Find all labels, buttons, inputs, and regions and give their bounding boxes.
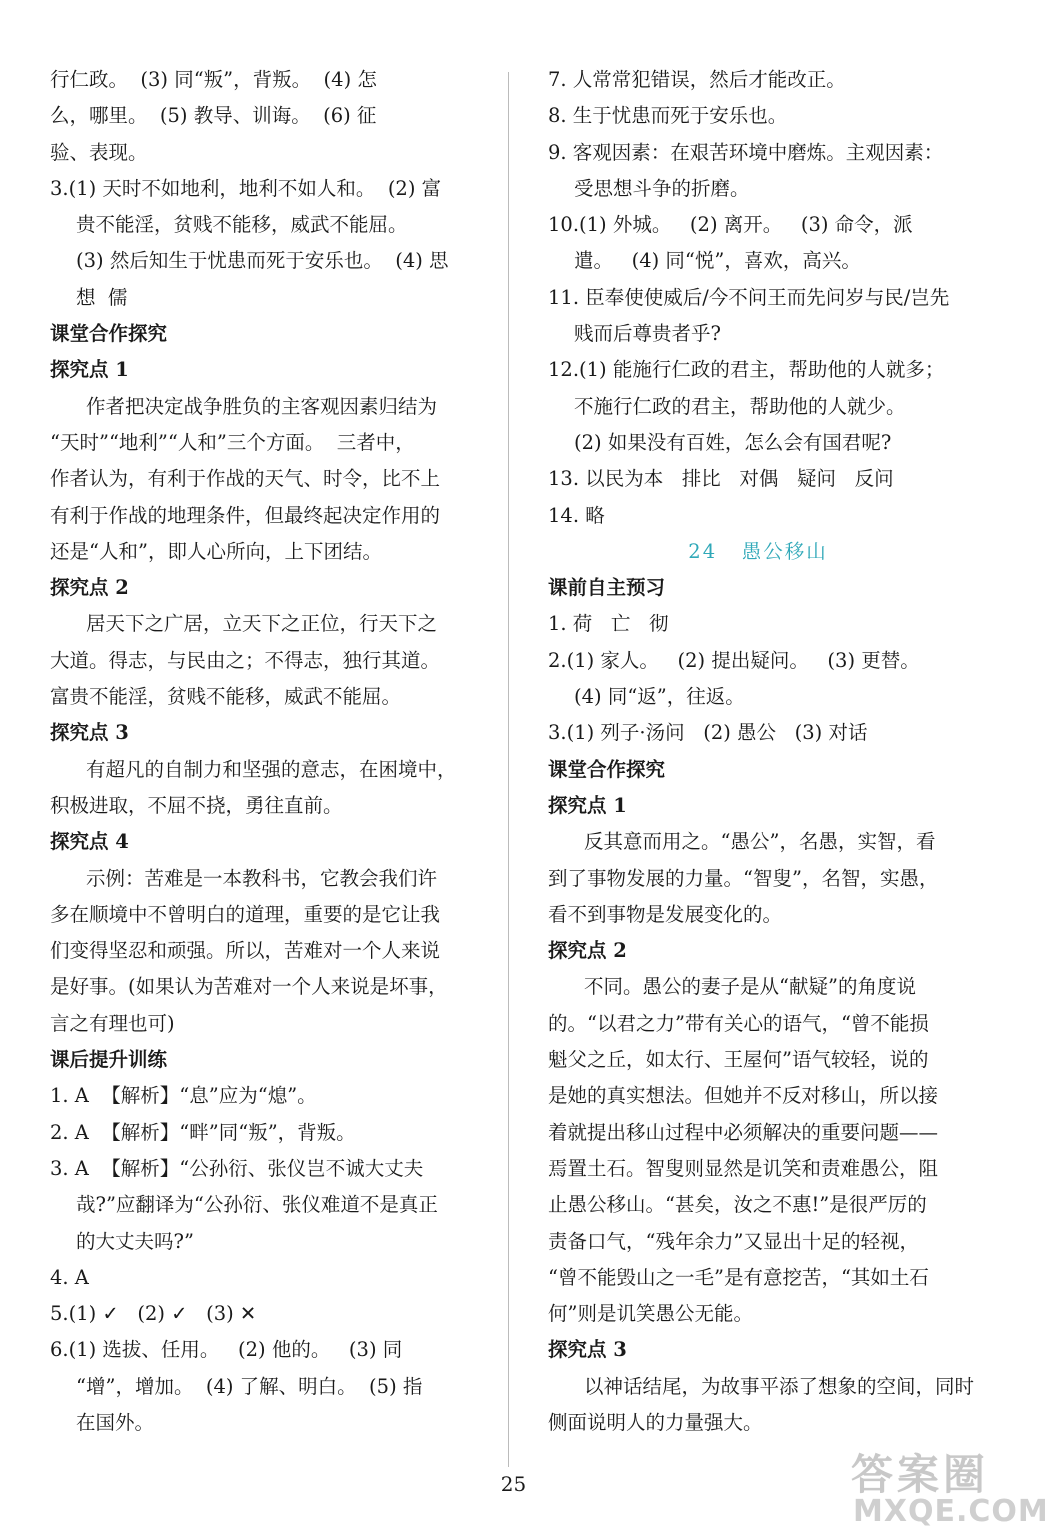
text-line: 有利于作战的地理条件，但最终起决定作用的 — [50, 503, 441, 527]
watermark-text: 答案圈 — [851, 1450, 990, 1499]
text-line: 贵不能淫，贫贱不能移，威武不能屈。 — [76, 213, 408, 237]
text-line: 的大丈夫吗?” — [76, 1229, 194, 1253]
text-line: 富贵不能淫，贫贱不能移，威武不能屈。 — [50, 685, 402, 709]
page-number: 25 — [500, 1472, 527, 1496]
text-line: 多在顺境中不曾明白的道理，重要的是它让我 — [50, 902, 441, 926]
text-line: “增”，增加。 (4) 了解、明白。 (5) 指 — [76, 1374, 423, 1398]
text-line: 13. 以民为本 排比 对偶 疑问 反问 — [548, 467, 894, 491]
text-line: 言之有理也可) — [50, 1011, 175, 1035]
text-line: 的。“以君之力”带有关心的语气，“曾不能损 — [548, 1011, 929, 1035]
text-line: 5.(1) ✓ (2) ✓ (3) ✕ — [50, 1302, 257, 1326]
section-heading: 课后提升训练 — [50, 1048, 168, 1072]
section-heading: 探究点 1 — [50, 358, 129, 382]
text-line: 着就提出移山过程中必须解决的重要问题—— — [548, 1120, 939, 1144]
text-line: 6.(1) 选拔、任用。 (2) 他的。 (3) 同 — [50, 1338, 403, 1362]
watermark-logo — [823, 1442, 1049, 1529]
text-line: 贱而后尊贵者乎? — [574, 322, 721, 346]
text-line: “天时”“地利”“人和”三个方面。 三者中， — [50, 430, 415, 454]
text-line: 以神话结尾，为故事平添了想象的空间，同时 — [584, 1374, 975, 1398]
text-line: 2. A 【解析】“畔”同“叛”，背叛。 — [50, 1120, 356, 1144]
text-line: 侧面说明人的力量强大。 — [548, 1410, 763, 1434]
text-line: 责备口气，“残年余力”又显出十足的轻视， — [548, 1229, 919, 1253]
text-line: 还是“人和”，即人心所向，上下团结。 — [50, 539, 382, 563]
text-line: 大道。得志，与民由之；不得志，独行其道。 — [50, 648, 441, 672]
text-line: (2) 如果没有百姓，怎么会有国君呢? — [574, 430, 892, 454]
text-line: 居天下之广居，立天下之正位，行天下之 — [86, 612, 438, 636]
text-line: 想 儒 — [76, 285, 128, 309]
text-line: 何”则是讥笑愚公无能。 — [548, 1302, 753, 1326]
left-column — [50, 62, 470, 1441]
text-line: 9. 客观因素：在艰苦环境中磨炼。主观因素： — [548, 140, 944, 164]
text-line: 14. 略 — [548, 503, 605, 527]
section-heading: 探究点 2 — [548, 939, 627, 963]
text-line: 1. A 【解析】“息”应为“熄”。 — [50, 1084, 317, 1108]
section-heading: 探究点 2 — [50, 576, 129, 600]
section-heading: 探究点 1 — [548, 793, 627, 817]
text-line: 积极进取，不屈不挠，勇往直前。 — [50, 793, 343, 817]
text-line: 3.(1) 列子·汤问 (2) 愚公 (3) 对话 — [548, 721, 868, 745]
text-line: 7. 人常常犯错误，然后才能改正。 — [548, 68, 846, 91]
text-line: 3.(1) 天时不如地利，地利不如人和。 (2) 富 — [50, 176, 442, 200]
text-line: 有超凡的自制力和坚强的意志，在困境中， — [86, 757, 457, 781]
text-line: 是好事。(如果认为苦难对一个人来说是坏事， — [50, 975, 448, 999]
section-heading: 探究点 3 — [50, 721, 129, 745]
text-line: 作者把决定战争胜负的主客观因素归结为 — [86, 394, 438, 418]
text-line: 止愚公移山。“甚矣，汝之不惠!”是很严厉的 — [548, 1193, 927, 1217]
section-heading: 课堂合作探究 — [50, 322, 168, 346]
text-line: 在国外。 — [76, 1410, 155, 1434]
text-line: 哉?”应翻译为“公孙衍、张仪难道不是真正 — [76, 1193, 438, 1217]
text-line: 遣。 (4) 同“悦”，喜欢，高兴。 — [574, 249, 861, 273]
text-line: (3) 然后知生于忧患而死于安乐也。 (4) 思 — [76, 249, 449, 273]
text-line: (4) 同“返”，往返。 — [574, 685, 745, 709]
right-column — [548, 62, 975, 1441]
text-line: 示例：苦难是一本教科书，它教会我们许 — [86, 866, 438, 890]
text-line: 验、表现。 — [50, 140, 148, 164]
text-line: 不施行仁政的君主，帮助他的人就少。 — [574, 394, 906, 418]
text-line: 到了事物发展的力量。“智叟”，名智，实愚， — [548, 866, 939, 890]
text-line: 3. A 【解析】“公孙衍、张仪岂不诚大丈夫 — [50, 1156, 424, 1180]
section-heading: 探究点 4 — [50, 830, 129, 854]
text-line: 魁父之丘，如太行、王屋何”语气较轻，说的 — [548, 1048, 929, 1072]
text-line: 12.(1) 能施行仁政的君主，帮助他的人就多； — [548, 358, 945, 382]
text-line: 作者认为，有利于作战的天气、时令，比不上 — [50, 467, 441, 491]
text-line: 4. A — [50, 1265, 89, 1289]
text-line: 焉置土石。智叟则显然是讥笑和责难愚公，阻 — [548, 1156, 939, 1180]
text-line: 不同。愚公的妻子是从“献疑”的角度说 — [584, 975, 916, 999]
watermark-url: MXQE.COM — [853, 1494, 1049, 1529]
text-line: 10.(1) 外城。 (2) 离开。 (3) 命令，派 — [548, 213, 913, 237]
text-line: 2.(1) 家人。 (2) 提出疑问。 (3) 更替。 — [548, 648, 920, 672]
text-line: 反其意而用之。“愚公”，名愚，实智，看 — [584, 830, 936, 854]
text-line: 受思想斗争的折磨。 — [574, 176, 750, 200]
section-heading: 探究点 3 — [548, 1338, 627, 1362]
text-line: 8. 生于忧患而死于安乐也。 — [548, 104, 788, 128]
text-line: 们变得坚忍和顽强。所以，苦难对一个人来说 — [50, 939, 441, 963]
text-line: 行仁政。 (3) 同“叛”，背叛。 (4) 怎 — [50, 68, 377, 91]
text-line: 1. 荷 亡 彻 — [548, 612, 669, 636]
section-heading: 课堂合作探究 — [548, 757, 666, 781]
text-line: “曾不能毁山之一毛”是有意挖苦，“其如土石 — [548, 1265, 929, 1289]
text-line: 么，哪里。 (5) 教导、训诲。 (6) 征 — [50, 104, 377, 128]
column-divider — [508, 72, 509, 1467]
text-line: 看不到事物是发展变化的。 — [548, 902, 783, 926]
section-heading: 课前自主预习 — [548, 576, 666, 600]
text-line: 是她的真实想法。但她并不反对移山，所以接 — [548, 1084, 939, 1108]
text-line: 11. 臣奉使使威后/今不问王而先问岁与民/岂先 — [548, 285, 950, 309]
lesson-title: 24 愚公移山 — [688, 539, 828, 563]
